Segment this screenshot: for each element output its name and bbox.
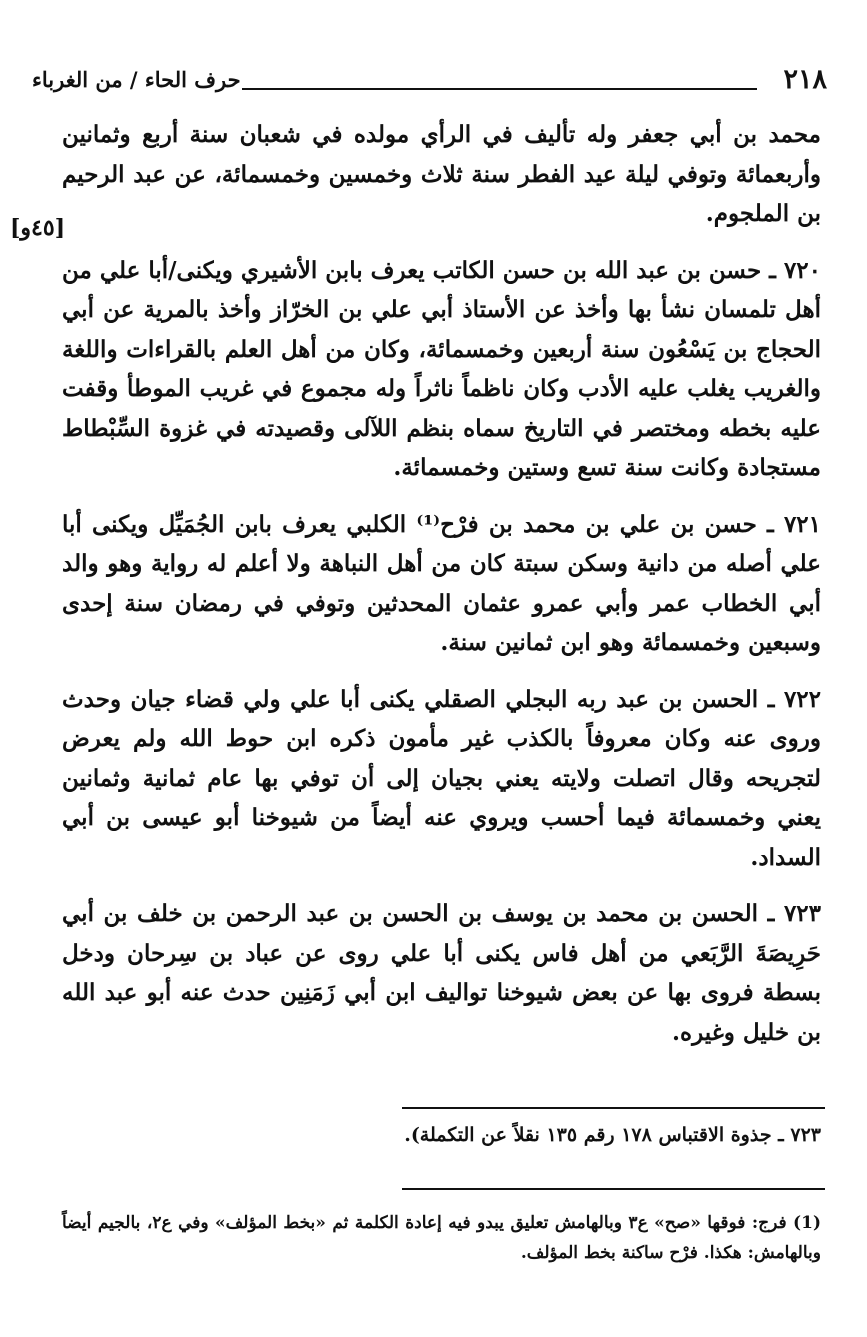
header-rule bbox=[242, 88, 757, 90]
entry-722: ٧٢٢ ـ الحسن بن عبد ربه البجلي الصقلي يكنى أبا علي ولي قضاء جيان وحدث وروى عنه وكان معروفاً بالكذب غير مأمون ذكره ابن حوط الله ولم يعرض لتجريحه وقال اتصلت ولايته يعني بجيان إلى أن توفي بها عام ثمانية وثمانين يعني وخمسمائة فيما أحسب ويروي عنه أيضاً من شيوخنا أبو عيسى بن أبي السداد. bbox=[62, 685, 821, 871]
margin-folio-note: [٤٥و] bbox=[10, 215, 66, 241]
entry-721: ٧٢١ ـ حسن بن علي بن محمد بن فرْح⁽¹⁾ الكلبي يعرف بابن الجُمَيِّل ويكنى أبا علي أصله من دانية وسكن سبتة كان من أهل النباهة ولا أعلم له رواية وهو والد أبي الخطاب عمر وأبي عمرو عثمان المحدثين وتوفي في رمضان سنة إحدى وسبعين وخمسمائة وهو ابن ثمانين سنة. bbox=[62, 510, 821, 656]
entry-720: ٧٢٠ ـ حسن بن عبد الله بن حسن الكاتب يعرف بابن الأشيري ويكنى/أبا علي من أهل تلمسان نشأ بها وأخذ عن الأستاذ أبي علي بن الخرّاز وأخذ بالمرية عن أبي الحجاج بن يَسْعُون سنة أربعين وخمسمائة، وكان من أهل العلم بالقراءات واللغة والغريب يغلب عليه الأدب وكان ناظماً ناثراً وله مجموع في غريب الموطأ وقفت عليه بخطه ومختصر في التاريخ سماه بنظم اللآلى وقصيدته في غزوة السِّبْطاط مستجادة وكانت سنة تسع وستين وخمسمائة. bbox=[61, 256, 821, 481]
footnote-rule-top bbox=[402, 1107, 825, 1109]
main-text bbox=[62, 115, 821, 1069]
page-header bbox=[32, 62, 827, 98]
footnote-rule-bottom bbox=[402, 1188, 825, 1190]
page-number: ٢١٨ bbox=[783, 64, 827, 95]
entry-723: ٧٢٣ ـ الحسن بن محمد بن يوسف بن الحسن بن عبد الرحمن بن خلف بن أبي حَرِيصَةَ الرَّبَعي من أهل فاس يكنى أبا علي روى عن عباد بن سِرحان ودخل بسطة فروى بها عن بعض شيوخنا تواليف ابن أبي زَمَنِين حدث عنه أبو عبد الله بن خليل وغيره. bbox=[62, 900, 821, 1046]
footnote-source: ٧٢٣ ـ جذوة الاقتباس ١٧٨ رقم ١٣٥ نقلاً عن التكملة). bbox=[404, 1124, 821, 1146]
paragraph-continuation: محمد بن أبي جعفر وله تأليف في الرأي مولده في شعبان سنة أربع وثمانين وأربعمائة وتوفي ليلة عيد الفطر سنة ثلاث وخمسين وخمسمائة، عن عبد الرحيم بن الملجوم. bbox=[62, 121, 821, 227]
footnote-note: (1) فرج: فوقها «صح» ع٣ وبالهامش تعليق يبدو فيه إعادة الكلمة ثم «بخط المؤلف» وفي ع٢، بالجيم أيضاً وبالهامش: هكذا. فرْح ساكنة بخط المؤلف. bbox=[62, 1213, 821, 1263]
running-title: حرف الحاء / من الغرباء bbox=[32, 67, 241, 92]
